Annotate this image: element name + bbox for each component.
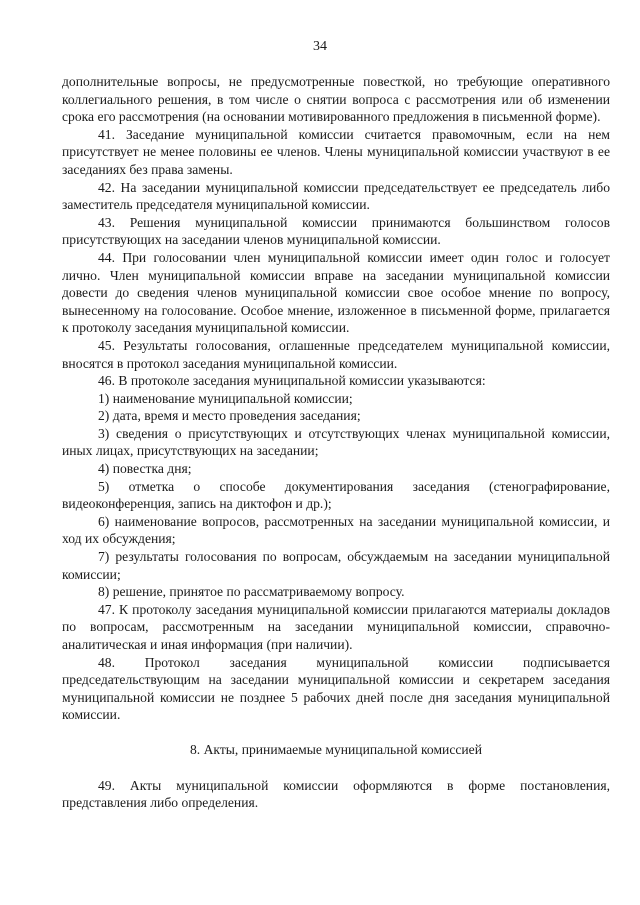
paragraph-49: 49. Акты муниципальной комиссии оформляются в форме постановления, представления либо определения. (62, 777, 610, 811)
page-number: 34 (313, 39, 327, 54)
paragraph-43: 43. Решения муниципальной комиссии принимаются большинством голосов присутствующих на заседании членов муниципальной комиссии. (62, 214, 610, 248)
list-item-5: 5) отметка о способе документирования заседания (стенографирование, видеоконференция, запись на диктофон и др.); (62, 478, 610, 512)
list-item-2: 2) дата, время и место проведения заседания; (98, 408, 361, 424)
paragraph-continuation: дополнительные вопросы, не предусмотренные повесткой, но требующие оперативного коллегиального решения, в том числе о снятии вопроса с рассмотрения или об изменении срока его рассмотрения (на основании мотивированного предложения в письменной форме). (62, 74, 610, 125)
list-item-8: 8) решение, принятое по рассматриваемому вопросу. (98, 584, 405, 600)
list-item-3: 3) сведения о присутствующих и отсутствующих членах муниципальной комиссии, иных лицах, присутствующих на заседании; (62, 425, 610, 459)
document-body (62, 73, 610, 812)
paragraph-41: 41. Заседание муниципальной комиссии считается правомочным, если на нем присутствует не менее половины ее членов. Члены муниципальной комиссии участвуют в ее заседаниях без права замены. (62, 126, 610, 177)
paragraph-46: 46. В протоколе заседания муниципальной комиссии указываются: (98, 373, 486, 389)
paragraph-44: 44. При голосовании член муниципальной комиссии имеет один голос и голосует лично. Член муниципальной комиссии вправе на заседании муниципальной комиссии довести до сведения членов муниципальной комиссии свое особое мнение по вопросу, вынесенному на голосование. Особое мнение, изложенное в письменной форме, прилагается к протоколу заседания муниципальной комиссии. (62, 249, 610, 336)
paragraph-47: 47. К протоколу заседания муниципальной комиссии прилагаются материалы докладов по вопросам, рассмотренным на заседании муниципальной комиссии, справочно-аналитическая и иная информация (при наличии). (62, 601, 610, 652)
list-item-7: 7) результаты голосования по вопросам, обсуждаемым на заседании муниципальной комиссии; (62, 549, 610, 582)
list-item-6: 6) наименование вопросов, рассмотренных на заседании муниципальной комиссии, и ход их обсуждения; (62, 513, 610, 547)
list-item-4: 4) повестка дня; (98, 461, 192, 477)
paragraph-48: 48. Протокол заседания муниципальной комиссии подписывается председательствующим на заседании муниципальной комиссии и секретарем заседания муниципальной комиссии не позднее 5 рабочих дней после дня заседания муниципальной комиссии. (62, 654, 610, 723)
paragraph-42: 42. На заседании муниципальной комиссии председательствует ее председатель либо заместитель председателя муниципальной комиссии. (62, 179, 610, 213)
paragraph-45: 45. Результаты голосования, оглашенные председателем муниципальной комиссии, вносятся в протокол заседания муниципальной комиссии. (62, 337, 610, 371)
section-heading: 8. Акты, принимаемые муниципальной комиссией (190, 741, 482, 757)
list-item-1: 1) наименование муниципальной комиссии; (98, 390, 353, 406)
